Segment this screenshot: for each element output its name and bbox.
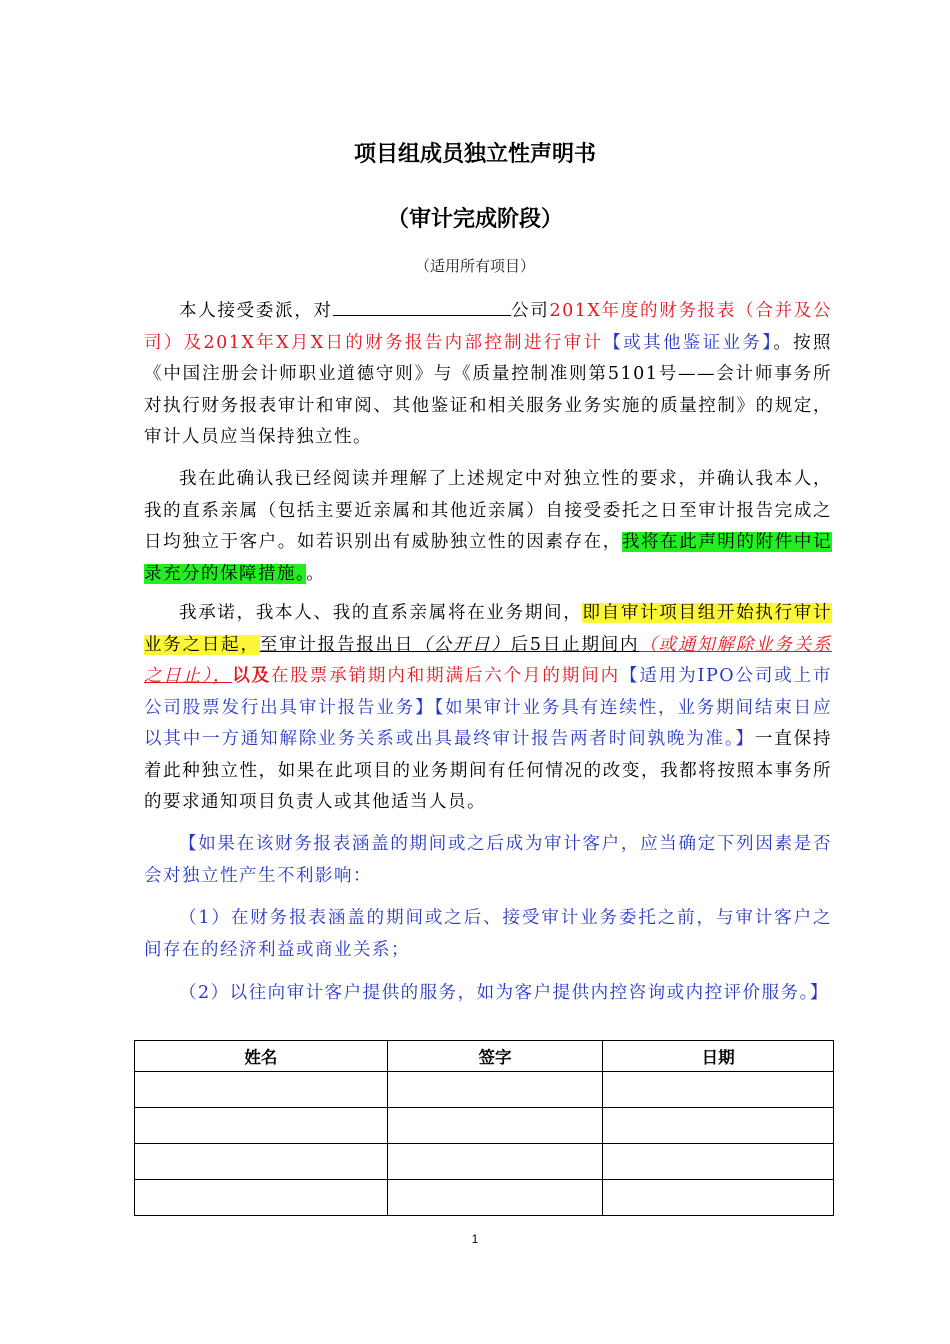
paragraph-factor-2: （2）以往向审计客户提供的服务，如为客户提供内控咨询或内控评价服务。】: [179, 983, 829, 1003]
header-name: 姓名: [135, 1041, 388, 1072]
name-cell[interactable]: [135, 1072, 388, 1108]
table-row: [135, 1072, 834, 1108]
date-cell[interactable]: [603, 1108, 834, 1144]
table-header-row: [135, 1041, 834, 1072]
document-subtitle: （审计完成阶段）: [386, 207, 563, 232]
signature-cell[interactable]: [387, 1144, 603, 1180]
p1-text-e: 。按照《中国注册会计师职业道德守则》与《质量控制准则第5101号——会计师事务所对执行财务报表审计和审阅、其他鉴证和相关服务业务实施的质量控制》的规定，审计人员应当保持独立性。: [144, 332, 833, 447]
company-name-blank[interactable]: [333, 297, 511, 316]
p3-termination-note: （或通知解除业务关系之日止），: [144, 634, 833, 686]
p3-start-highlight: 即自审计项目组开始执行审计业务之日起，: [144, 603, 832, 655]
name-cell[interactable]: [135, 1108, 388, 1144]
page-number: 1: [471, 1232, 479, 1246]
signature-cell[interactable]: [387, 1108, 603, 1144]
p3-text-e: 后5日止期间内: [510, 634, 640, 655]
table-row: [135, 1180, 834, 1216]
p3-ipo-note: 【适用为IPO公司或上市公司股票发行出具审计报告业务】【如果审计业务具有连续性，业务期间结束日应以其中一方通知解除业务关系或出具最终审计报告两者时间孰晚为准。】: [144, 666, 833, 749]
p1-period-text: 201X年度的财务报表（合并及公司）及201X年X月X日的财务报告内部控制进行审计: [144, 301, 833, 353]
date-cell[interactable]: [603, 1144, 834, 1180]
p1-other-assurance-note: 【或其他鉴证业务】: [603, 332, 774, 353]
p1-text-b: 公司: [510, 301, 550, 321]
p2-text-c: 。: [306, 563, 326, 584]
name-cell[interactable]: [135, 1180, 388, 1216]
p3-text-a: 我承诺，我本人、我的直系亲属将在业务期间，: [179, 603, 583, 623]
p3-text-j: 一直保持着此种独立性，如果在此项目的业务期间有任何情况的改变，我都将按照本事务所的要求通知项目负责人或其他适当人员。: [144, 729, 832, 812]
p3-and-word: 以及: [232, 666, 271, 686]
p3-underwriting-period: 在股票承销期内和期满后六个月的期间内: [270, 666, 620, 686]
signature-cell[interactable]: [387, 1180, 603, 1216]
paragraph-engagement: [144, 296, 832, 454]
p1-text-a: 本人接受委派，对: [179, 301, 333, 321]
paragraph-new-client-note: 【如果在该财务报表涵盖的期间或之后成为审计客户，应当确定下列因素是否会对独立性产生不利影响：: [144, 834, 832, 886]
p2-safeguard-highlight: 我将在此声明的附件中记录充分的保障措施。: [144, 532, 833, 584]
date-cell[interactable]: [603, 1072, 834, 1108]
header-signature: 签字: [387, 1041, 603, 1072]
p3-public-date: （公开日）: [414, 634, 511, 655]
p3-text-c: 至审计报告报出日: [259, 634, 415, 655]
paragraph-factor-1: （1）在财务报表涵盖的期间或之后、接受审计业务委托之前，与审计客户之间存在的经济利益或商业关系；: [144, 908, 832, 960]
document-scope: （适用所有项目）: [414, 257, 535, 275]
paragraph-commitment: [144, 598, 832, 819]
table-row: [135, 1108, 834, 1144]
name-cell[interactable]: [135, 1144, 388, 1180]
signature-cell[interactable]: [387, 1072, 603, 1108]
p2-text-a: 我在此确认我已经阅读并理解了上述规定中对独立性的要求，并确认我本人，我的直系亲属（包括主要近亲属和其他近亲属）自接受委托之日至审计报告完成之日均独立于客户。如若识别出有威胁独立性的因素存在，: [144, 469, 832, 552]
date-cell[interactable]: [603, 1180, 834, 1216]
document-title: 项目组成员独立性声明书: [353, 142, 596, 167]
table-row: [135, 1144, 834, 1180]
signature-table: [134, 1040, 834, 1216]
paragraph-confirmation: [144, 464, 832, 590]
header-date: 日期: [603, 1041, 834, 1072]
